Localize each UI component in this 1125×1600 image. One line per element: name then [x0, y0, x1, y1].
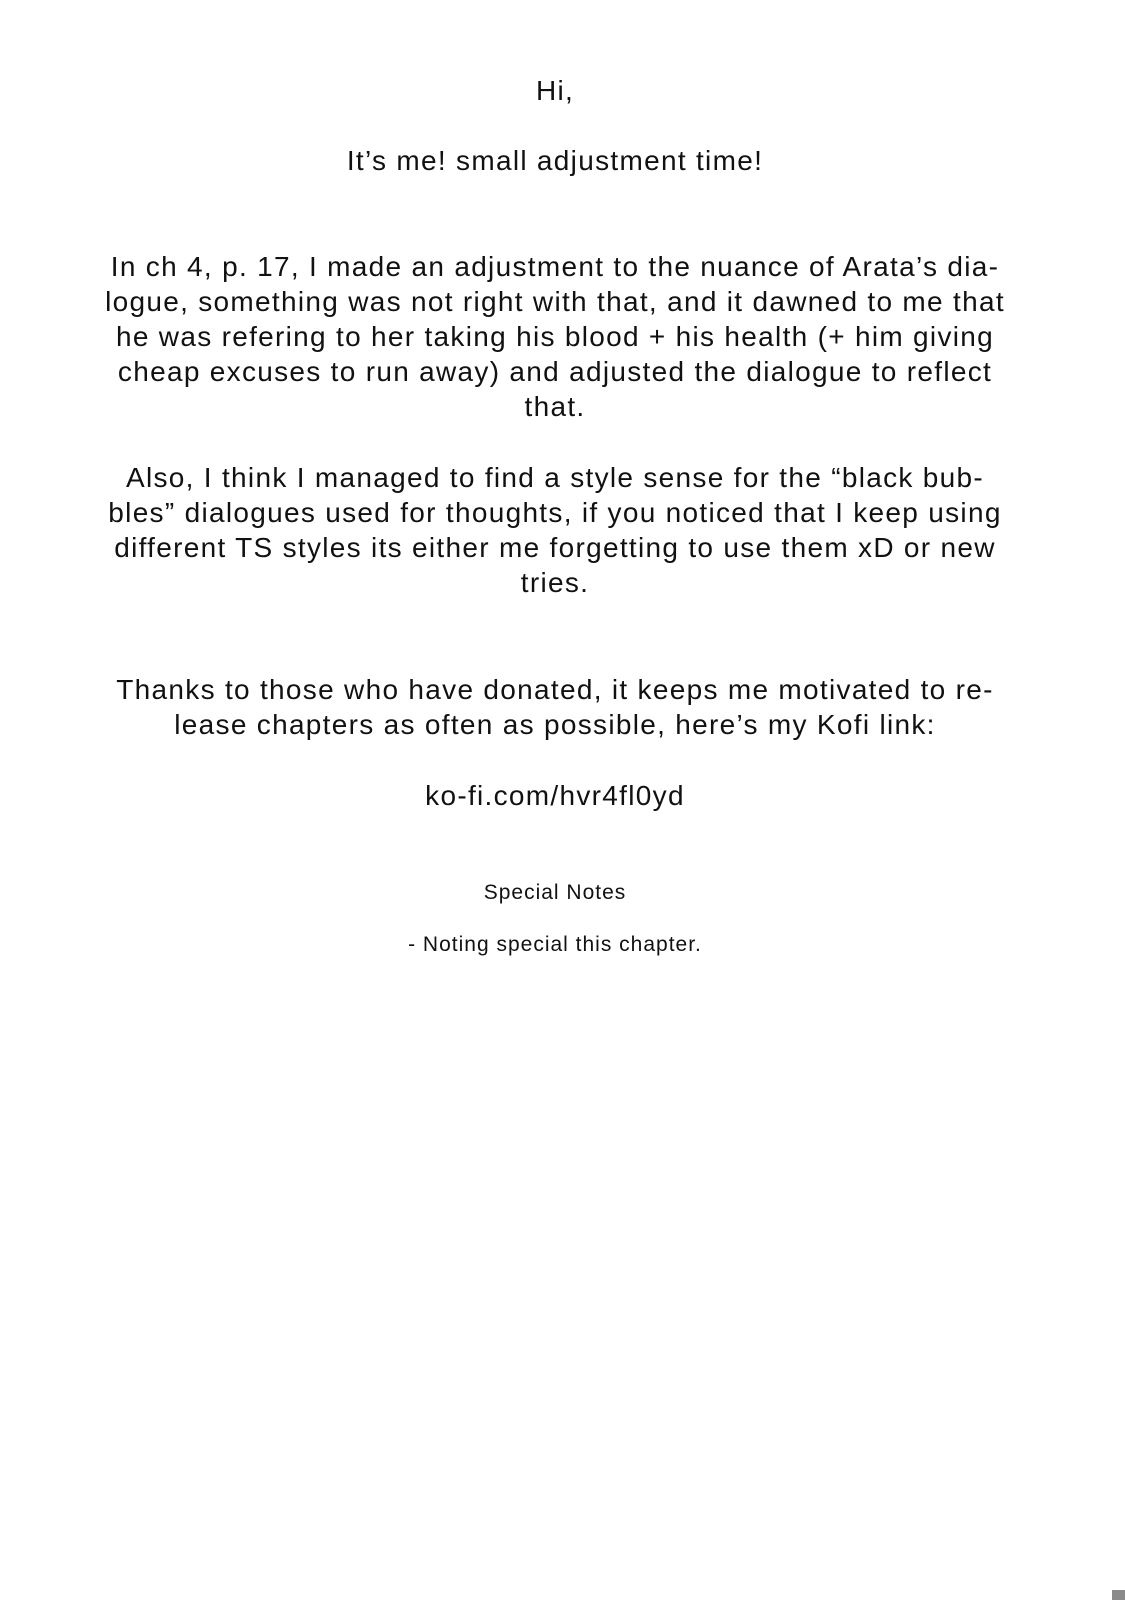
greeting: Hi, — [535, 75, 575, 106]
paragraph-line: logue, something was not right with that, and it dawned to me that — [105, 286, 1005, 317]
paragraph-line: different TS styles its either me forgetting to use them xD or new — [114, 532, 996, 563]
paragraph-line: cheap excuses to run away) and adjusted the dialogue to reflect — [117, 356, 993, 387]
paragraph-line: that. — [524, 391, 586, 422]
paragraph-line: tries. — [520, 567, 590, 598]
paragraph-line: In ch 4, p. 17, I made an adjustment to the nuance of Arata’s dia- — [110, 251, 1000, 282]
corner-mark — [1112, 1590, 1125, 1600]
paragraph-line: bles” dialogues used for thoughts, if you noticed that I keep using — [108, 497, 1002, 528]
paragraph-line: he was refering to her taking his blood + his health (+ him giving — [115, 321, 995, 352]
special-notes-item: - Noting special this chapter. — [408, 933, 702, 956]
paragraph-line: lease chapters as often as possible, here’s my Kofi link: — [174, 709, 936, 740]
paragraph-line: Thanks to those who have donated, it keeps me motivated to re- — [116, 674, 994, 705]
kofi-link[interactable]: ko-fi.com/hvr4fl0yd — [425, 780, 685, 811]
special-notes-heading: Special Notes — [483, 881, 627, 904]
intro-line: It’s me! small adjustment time! — [346, 145, 764, 176]
paragraph-line: Also, I think I managed to find a style sense for the “black bub- — [125, 462, 985, 493]
